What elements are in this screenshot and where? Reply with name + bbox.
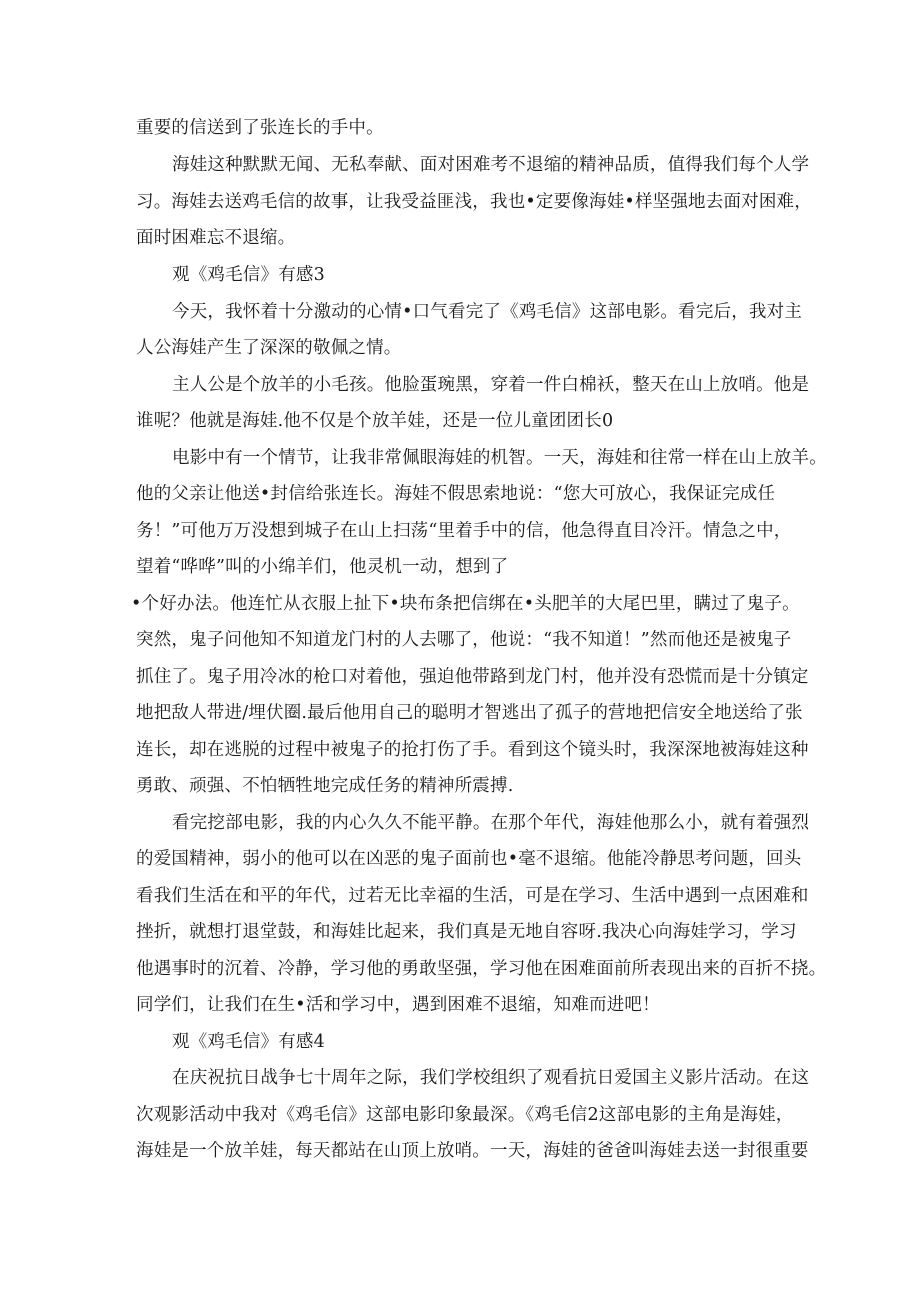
text-line: 挫折，就想打退堂鼓，和海娃比起来，我们真是无地自容呀.我决心向海娃学习，学习: [136, 922, 797, 942]
text-line: 习。海娃去送鸡毛信的故事，让我受益匪浅，我也•定要像海娃•样坚强地去面对困难，: [136, 192, 812, 212]
text-line: 面时困难忘不退缩。: [136, 228, 296, 248]
text-line: 海娃是一个放羊娃，每天都站在山顶上放哨。一天，海娃的爸爸叫海娃去送一封很重要: [136, 1141, 809, 1161]
text-line: 看我们生活在和平的年代，过若无比幸福的生活，可是在学习、生活中遇到一点困难和: [136, 886, 809, 906]
text-line: 勇敢、顽强、不怕牺牲地完成任务的精神所震搏.: [136, 776, 514, 796]
text-line: 同学们，让我们在生•活和学习中，遇到困难不退缩，知难而进吧！: [136, 995, 660, 1015]
text-line: 的爱国精神，弱小的他可以在凶恶的鬼子面前也•毫不退缩。他能冷静思考问题，回头: [136, 849, 802, 869]
section-heading: 观《鸡毛信》有感4: [172, 1032, 325, 1052]
text-line: 重要的信送到了张连长的手中。: [136, 118, 384, 138]
text-line: 谁呢？他就是海娃.他不仅是个放羊娃，还是一位儿童团团长0: [136, 411, 614, 431]
text-line: 抓住了。鬼子用冷冰的枪口对着他，强迫他带路到龙门村，他并没有恐慌而是十分镇定: [136, 667, 809, 687]
text-line: 看完挖部电影，我的内心久久不能平静。在那个年代，海娃他那么小，就有着强烈: [172, 813, 810, 833]
text-line: 望着“哗哗”叫的小绵羊们，他灵机一动，想到了: [136, 557, 509, 577]
text-line: 电影中有一个情节，让我非常佩眼海娃的机智。一天，海娃和往常一样在山上放羊。: [172, 448, 827, 468]
text-line: 主人公是个放羊的小毛孩。他脸蛋琬黑，穿着一件白棉袄，整天在山上放哨。他是: [172, 375, 810, 395]
text-line: 在庆祝抗日战争七十周年之际，我们学校组织了观看抗日爱国主义影片活动。在这: [172, 1068, 810, 1088]
text-line: •个好办法。他连忙从衣服上扯下•块布条把信绑在•头肥羊的大尾巴里，瞒过了鬼子。: [131, 594, 800, 614]
text-line: 突然，鬼子问他知不知道龙门村的人去哪了，他说：“我不知道！”然而他还是被鬼子: [136, 630, 792, 650]
text-line: 他的父亲让他送•封信给张连长。海娃不假思索地说：“您大可放心，我保证完成任: [136, 484, 776, 504]
text-line: 他遇事时的沉着、冷静，学习他的勇敢坚强，学习他在困难面前所表现出来的百折不挠。: [136, 959, 827, 979]
text-line: 务！”可他万万没想到城子在山上扫荡“里着手中的信，他急得直目冷汗。情急之中，: [136, 521, 792, 541]
text-line: 海娃这种默默无闻、无私奉献、面对困难考不退缩的精神品质，值得我们每个人学: [172, 155, 810, 175]
text-line: 今天，我怀着十分激动的心情•口气看完了《鸡毛信》这部电影。看完后，我对主: [172, 302, 803, 322]
text-line: 人公海娃产生了深深的敬佩之情。: [136, 338, 402, 358]
text-line: 连长，却在逃脱的过程中被鬼子的抢打伤了手。看到这个镜头时，我深深地被海娃这种: [136, 740, 809, 760]
text-line: 地把敌人带进/埋伏圈.最后他用自己的聪明才智逃出了孤子的营地把信安全地送给了张: [136, 703, 803, 723]
text-line: 次观影活动中我对《鸡毛信》这部电影印象最深。《鸡毛信2这部电影的主角是海娃，: [136, 1105, 794, 1125]
section-heading: 观《鸡毛信》有感3: [172, 265, 325, 285]
